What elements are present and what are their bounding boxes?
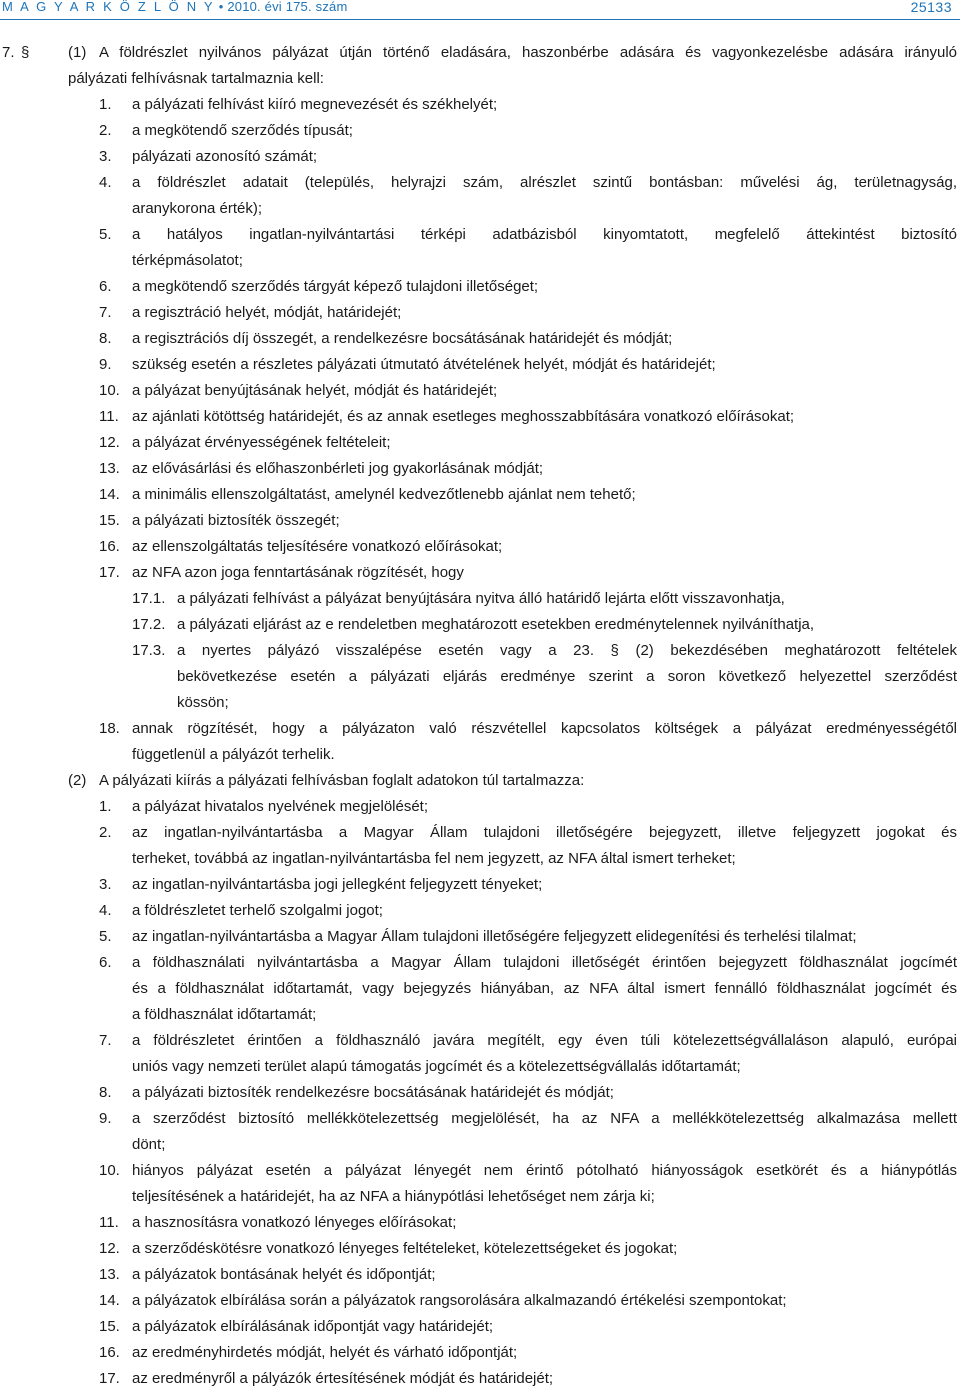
item-text: a földrészletet érintően a földhasználó javára megítélt, egy éven túli kötelezettségvállaláson alapuló, európai	[132, 1032, 957, 1049]
item-text: a regisztrációs díj összegét, a rendelkezésre bocsátásának határidejét és módját;	[132, 330, 673, 347]
journal-name: M A G Y A R K Ö Z L Ö N Y	[2, 0, 215, 14]
list-item	[0, 226, 960, 244]
item-text: a pályázati eljárást az e rendeletben meghatározott esetekben eredménytelennek nyilváníthatja,	[177, 616, 815, 633]
item-text: teljesítésének a határidejét, ha az NFA a hiánypótlási lehetőséget nem zárja ki;	[132, 1188, 655, 1205]
item-number: 7.	[99, 304, 112, 321]
list-item	[0, 538, 960, 556]
list-item	[0, 1370, 960, 1388]
item-number: 7.	[99, 1032, 112, 1049]
item-number: 1.	[99, 798, 112, 815]
item-number: 5.	[99, 928, 112, 945]
item-text: a pályázati biztosíték összegét;	[132, 512, 340, 529]
sub-list-item	[0, 616, 960, 634]
sub-list-item	[0, 642, 960, 660]
item-text: szükség esetén a részletes pályázati útmutató átvételének helyét, módját és határidejét;	[132, 356, 716, 373]
item-number: 17.1.	[132, 590, 166, 607]
list-item	[0, 174, 960, 192]
section-number: 7.	[2, 44, 15, 61]
item-text: a pályázati biztosíték rendelkezésre bocsátásának határidejét és módját;	[132, 1084, 614, 1101]
item-number: 16.	[99, 1344, 120, 1361]
item-text: a pályázat benyújtásának helyét, módját és határidejét;	[132, 382, 498, 399]
item-text: pályázati azonosító számát;	[132, 148, 318, 165]
item-number: 11.	[99, 408, 119, 425]
item-number: 17.2.	[132, 616, 166, 633]
item-number: 6.	[99, 278, 112, 295]
list-item	[0, 980, 960, 998]
list-item	[0, 1032, 960, 1050]
list-item	[0, 434, 960, 452]
list-item	[0, 1110, 960, 1128]
item-number: 11.	[99, 1214, 119, 1231]
sub-list-item	[0, 694, 960, 712]
item-text: a megkötendő szerződés típusát;	[132, 122, 353, 139]
item-number: 2.	[99, 122, 112, 139]
item-text: a pályázatok elbírálásának időpontját vagy határidejét;	[132, 1318, 494, 1335]
item-text: és a földhasználat időtartamát, vagy bejegyzés hiányában, az NFA által ismert fennálló földhasználat jogcímét és	[132, 980, 957, 997]
item-number: 6.	[99, 954, 112, 971]
item-text: a pályázat hivatalos nyelvének megjelölését;	[132, 798, 429, 815]
list-item	[0, 122, 960, 140]
item-text: a pályázati felhívást a pályázat benyújtására nyitva álló határidő lejárta előtt visszavonhatja,	[177, 590, 785, 607]
item-number: 17.	[99, 1370, 120, 1387]
item-text: az eredményhirdetés módját, helyét és várható időpontját;	[132, 1344, 518, 1361]
item-text: a megkötendő szerződés tárgyát képező tulajdoni illetőséget;	[132, 278, 539, 295]
page-number: 25133	[910, 0, 952, 15]
item-number: 9.	[99, 1110, 112, 1127]
item-number: 8.	[99, 1084, 112, 1101]
paragraph-intro: A földrészlet nyilvános pályázat útján történő eladására, haszonbérbe adására és vagyonkezelésbe adására irányuló	[99, 44, 957, 61]
item-text: az ellenszolgáltatás teljesítésére vonatkozó előírásokat;	[132, 538, 503, 555]
list-item	[0, 1266, 960, 1284]
item-number: 18.	[99, 720, 120, 737]
list-item	[0, 356, 960, 374]
list-item	[0, 1292, 960, 1310]
list-item	[0, 252, 960, 270]
paragraph-intro: A pályázati kiírás a pályázati felhívásban foglalt adatokon túl tartalmazza:	[99, 772, 585, 789]
item-text: az ajánlati kötöttség határidejét, és az annak esetleges meghosszabbítására vonatkozó előírásokat;	[132, 408, 795, 425]
item-text: az ingatlan-nyilvántartásba a Magyar Állam tulajdoni illetőségére feljegyzett elidegenítési és terhelési tilalmat;	[132, 928, 857, 945]
item-text: kössön;	[177, 694, 229, 711]
item-text: annak rögzítését, hogy a pályázaton való részvétellel kapcsolatos költségek a pályázat eredményességétől	[132, 720, 957, 737]
item-number: 8.	[99, 330, 112, 347]
list-item	[0, 1344, 960, 1362]
item-number: 4.	[99, 902, 112, 919]
item-number: 12.	[99, 1240, 120, 1257]
item-text: uniós vagy nemzeti terület alapú támogatás jogcímét és a kötelezettségvállalás időtartamát;	[132, 1058, 741, 1075]
item-text: térképmásolatot;	[132, 252, 243, 269]
item-number: 4.	[99, 174, 112, 191]
item-number: 1.	[99, 96, 112, 113]
item-text: a nyertes pályázó visszalépése esetén vagy a 23. § (2) bekezdésében meghatározott feltételek	[177, 642, 957, 659]
item-number: 15.	[99, 512, 120, 529]
item-text: az elővásárlási és előhaszonbérleti jog gyakorlásának módját;	[132, 460, 544, 477]
section-heading	[0, 44, 960, 62]
item-text: dönt;	[132, 1136, 166, 1153]
list-item	[0, 902, 960, 920]
item-number: 13.	[99, 460, 120, 477]
item-number: 14.	[99, 486, 120, 503]
sub-list-item	[0, 590, 960, 608]
item-text: a szerződést biztosító mellékkötelezettség megjelölését, ha az NFA a mellékkötelezettség alkalmazása mellett	[132, 1110, 957, 1127]
item-text: aranykorona érték);	[132, 200, 263, 217]
item-text: az ingatlan-nyilvántartásba a Magyar Állam tulajdoni illetőségére bejegyzett, illetve feljegyzett jogokat és	[132, 824, 957, 841]
item-number: 16.	[99, 538, 120, 555]
item-number: 12.	[99, 434, 120, 451]
item-number: 15.	[99, 1318, 120, 1335]
list-item	[0, 460, 960, 478]
item-number: 17.3.	[132, 642, 166, 659]
item-number: 10.	[99, 1162, 120, 1179]
list-item	[0, 824, 960, 842]
page-header	[0, 0, 960, 16]
section-symbol: §	[21, 44, 30, 61]
list-item	[0, 1318, 960, 1336]
item-text: a földhasználat időtartamát;	[132, 1006, 317, 1023]
paragraph-label: (1)	[68, 44, 87, 61]
list-item	[0, 382, 960, 400]
item-text: a regisztráció helyét, módját, határidejét;	[132, 304, 402, 321]
item-number: 3.	[99, 876, 112, 893]
journal-title	[2, 0, 347, 14]
list-item	[0, 1006, 960, 1024]
list-item	[0, 954, 960, 972]
list-item	[0, 486, 960, 504]
list-item	[0, 798, 960, 816]
list-item	[0, 1136, 960, 1154]
item-text: a minimális ellenszolgáltatást, amelynél kedvezőtlenebb ajánlat nem tehető;	[132, 486, 636, 503]
item-number: 10.	[99, 382, 120, 399]
item-text: bekövetkezése esetén a pályázati eljárás eredménye szerint a soron következő helyezettel szerződést	[177, 668, 957, 685]
item-text: az eredményről a pályázók értesítésének módját és határidejét;	[132, 1370, 554, 1387]
item-text: függetlenül a pályázót terhelik.	[132, 746, 335, 763]
item-number: 13.	[99, 1266, 120, 1283]
item-number: 17.	[99, 564, 120, 581]
list-item	[0, 1188, 960, 1206]
paragraph-label: (2)	[68, 772, 87, 789]
list-item	[0, 876, 960, 894]
issue-label: 2010. évi 175. szám	[227, 0, 348, 14]
paragraph-2-intro	[0, 772, 960, 790]
list-item	[0, 408, 960, 426]
item-number: 3.	[99, 148, 112, 165]
list-item	[0, 564, 960, 582]
item-number: 2.	[99, 824, 112, 841]
list-item	[0, 746, 960, 764]
item-text: az ingatlan-nyilvántartásba jogi jellegként feljegyzett tényeket;	[132, 876, 543, 893]
item-text: hiányos pályázat esetén a pályázat lényegét nem érintő pótolható hiányosságok esetkörét és a hiánypótlás	[132, 1162, 957, 1179]
item-number: 9.	[99, 356, 112, 373]
list-item	[0, 850, 960, 868]
item-number: 14.	[99, 1292, 120, 1309]
list-item	[0, 1214, 960, 1232]
list-item	[0, 512, 960, 530]
paragraph-intro-line	[0, 70, 960, 88]
list-item	[0, 1240, 960, 1258]
list-item	[0, 330, 960, 348]
item-text: a pályázatok elbírálása során a pályázatok rangsorolására alkalmazandó értékelési szempontokat;	[132, 1292, 787, 1309]
item-text: a földrészletet terhelő szolgalmi jogot;	[132, 902, 383, 919]
list-item	[0, 1058, 960, 1076]
item-text: a pályázatok bontásának helyét és időpontját;	[132, 1266, 436, 1283]
item-text: a hatályos ingatlan-nyilvántartási térképi adatbázisból kinyomtatott, megfelelő áttekintést biztosító	[132, 226, 957, 243]
list-item	[0, 1162, 960, 1180]
list-item	[0, 278, 960, 296]
list-item	[0, 148, 960, 166]
item-text: terheket, továbbá az ingatlan-nyilvántartásba fel nem jegyzett, az NFA által ismert terheket;	[132, 850, 736, 867]
item-text: a földrészlet adatait (település, helyrajzi szám, alrészlet szintű bontásban: művelési ág, területnagyság,	[132, 174, 957, 191]
sub-list-item	[0, 668, 960, 686]
header-rule	[0, 19, 960, 20]
bullet-separator: •	[218, 0, 224, 14]
item-text: a szerződéskötésre vonatkozó lényeges feltételeket, kötelezettségeket és jogokat;	[132, 1240, 678, 1257]
list-item	[0, 96, 960, 114]
item-text: az NFA azon joga fenntartásának rögzítését, hogy	[132, 564, 464, 581]
item-text: a hasznosításra vonatkozó lényeges előírásokat;	[132, 1214, 457, 1231]
item-text: a földhasználati nyilvántartásba a Magyar Állam tulajdoni illetőségét érintően bejegyzett földhasználat jogcímét	[132, 954, 957, 971]
item-number: 5.	[99, 226, 112, 243]
list-item	[0, 304, 960, 322]
list-item	[0, 928, 960, 946]
item-text: a pályázati felhívást kiíró megnevezését és székhelyét;	[132, 96, 498, 113]
list-item	[0, 1084, 960, 1102]
paragraph-intro: pályázati felhívásnak tartalmaznia kell:	[68, 70, 324, 87]
list-item	[0, 720, 960, 738]
list-item	[0, 200, 960, 218]
item-text: a pályázat érvényességének feltételeit;	[132, 434, 391, 451]
